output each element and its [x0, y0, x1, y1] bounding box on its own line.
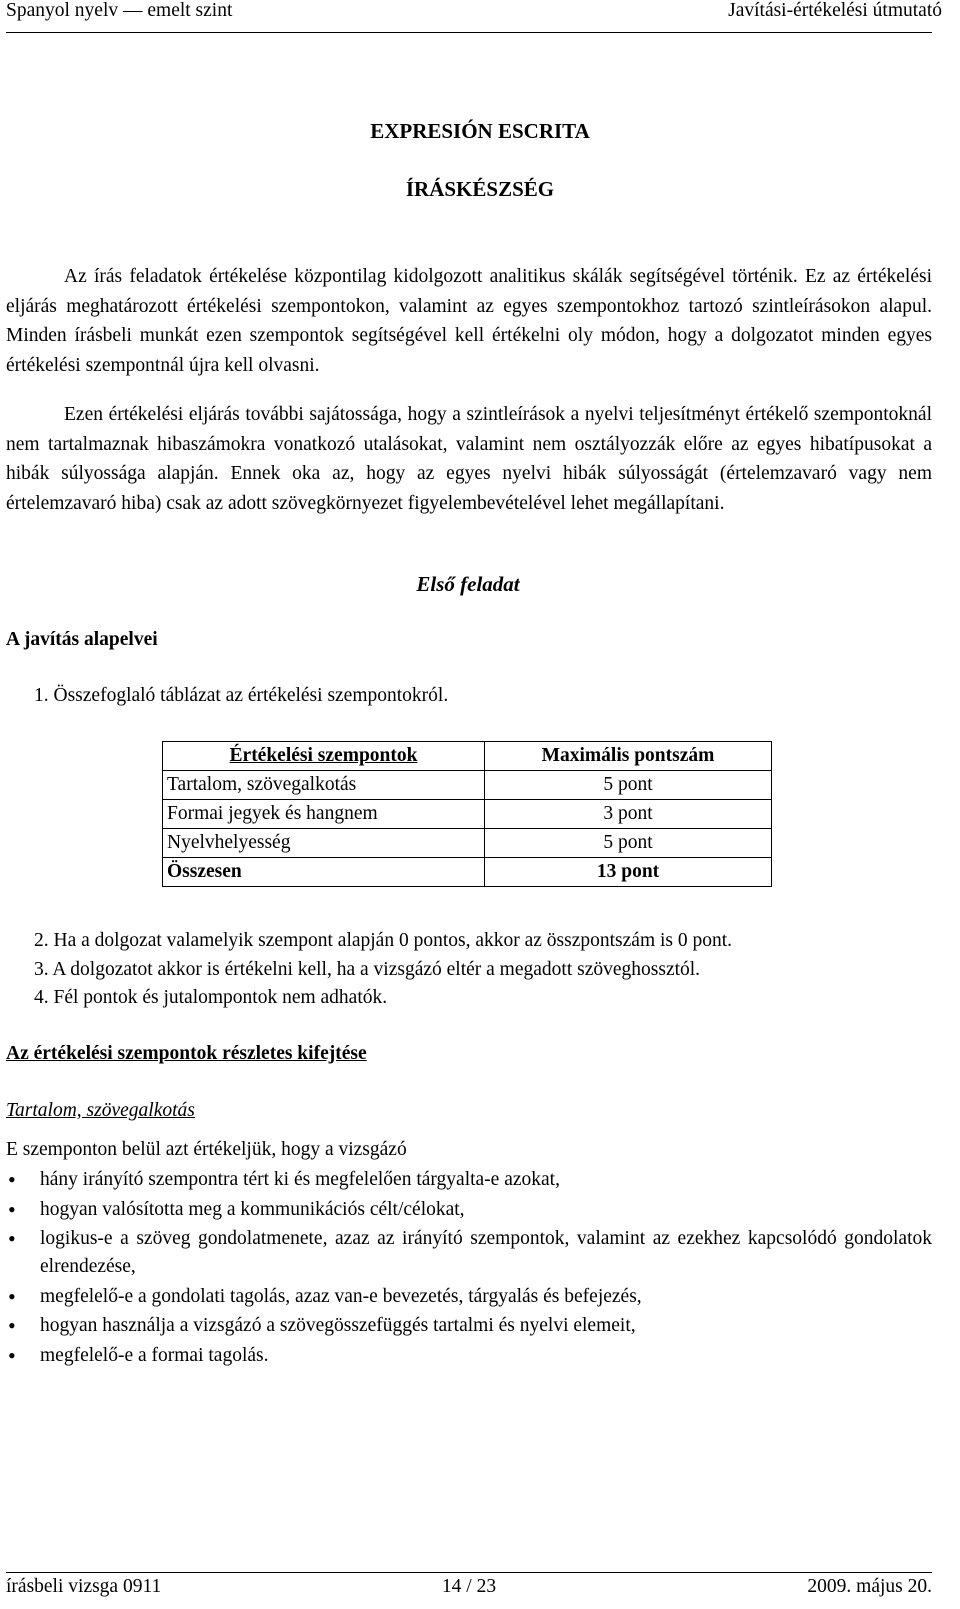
- list-item: • megfelelő-e a formai tagolás.: [6, 1342, 932, 1370]
- footer-exam-code: írásbeli vizsga 0911: [6, 1576, 162, 1597]
- table-header-criteria: Értékelési szempontok: [163, 742, 485, 771]
- intro-paragraph-1: Az írás feladatok értékelése központilag kidolgozott analitikus skálák segítségével történik. Ez az értékelési eljárás meghatározott értékelési szempontokon, valamint az egyes szempontokhoz tartozó szintleírásokon alapul. Minden írásbeli munkát ezen szempontok segítségével kell értékelni oly módon, hogy a dolgozatot minden egyes értékelési szempontnál újra kell olvasni.: [6, 266, 932, 376]
- header-doc-type: Javítási-értékelési útmutató: [728, 0, 942, 21]
- criteria-bullet-list: [6, 1166, 932, 1371]
- table-row: [163, 800, 772, 829]
- main-title: EXPRESIÓN ESCRITA: [370, 119, 590, 143]
- intro-paragraph-2: Ezen értékelési eljárás további sajátossága, hogy a szintleírások a nyelvi teljesítményt értékelő szempontoknál nem tartalmaznak hibaszámokra vonatkozó utalásokat, valamint nem osztályozzák előre az egyes hibatípusokat a hibák súlyossága alapján. Ennek oka az, hogy az egyes nyelvi hibák súlyosságát (értelemzavaró vagy nem értelemzavaró hiba) csak az adott szövegkörnyezet figyelembevételével lehet megállapítani.: [6, 404, 932, 514]
- table-header-row: [163, 742, 772, 771]
- table-cell-criteria: Tartalom, szövegalkotás: [163, 771, 485, 800]
- list-item: • hogyan valósította meg a kommunikációs célt/célokat,: [6, 1196, 932, 1224]
- footer-page-number: 14 / 23: [441, 1576, 497, 1597]
- footer-rule: [6, 1572, 932, 1573]
- table-cell-criteria: Formai jegyek és hangnem: [163, 800, 485, 829]
- page-footer: [6, 1576, 932, 1602]
- table-row: [163, 771, 772, 800]
- header-subject: Spanyol nyelv — emelt szint: [6, 0, 233, 21]
- table-total-label: Összesen: [163, 858, 485, 887]
- point-1: 1. Összefoglaló táblázat az értékelési szempontokról.: [34, 685, 449, 706]
- table-cell-max: 5 pont: [485, 771, 772, 800]
- list-item: • logikus-e a szöveg gondolatmenete, azaz az irányító szempontok, valamint az ezekhez kapcsolódó gondolatok elrendezése,: [6, 1225, 932, 1281]
- table-total-row: [163, 858, 772, 887]
- table-cell-criteria: Nyelvhelyesség: [163, 829, 485, 858]
- principles-heading: A javítás alapelvei: [6, 629, 158, 650]
- table-total-value: 13 pont: [485, 858, 772, 887]
- table-row: [163, 829, 772, 858]
- list-item: • megfelelő-e a gondolati tagolás, azaz van-e bevezetés, tárgyalás és befejezés,: [6, 1283, 932, 1311]
- content-heading: Tartalom, szövegalkotás: [6, 1100, 195, 1121]
- point-2: 2. Ha a dolgozat valamelyik szempont alapján 0 pontos, akkor az összpontszám is 0 pont.: [34, 930, 733, 951]
- details-heading: Az értékelési szempontok részletes kifejtése: [6, 1043, 367, 1064]
- point-3: 3. A dolgozatot akkor is értékelni kell, ha a vizsgázó eltér a megadott szöveghossztól.: [34, 959, 701, 980]
- task-heading: Első feladat: [416, 572, 520, 596]
- footer-date: 2009. május 20.: [807, 1576, 932, 1597]
- table-header-max: Maximális pontszám: [485, 742, 772, 771]
- page-header: [6, 0, 942, 28]
- list-item: • hogyan használja a vizsgázó a szövegösszefüggés tartalmi és nyelvi elemeit,: [6, 1312, 932, 1340]
- table-cell-max: 3 pont: [485, 800, 772, 829]
- list-item: • hány irányító szempontra tért ki és megfelelően tárgyalta-e azokat,: [6, 1166, 932, 1194]
- table-cell-max: 5 pont: [485, 829, 772, 858]
- sub-title: ÍRÁSKÉSZSÉG: [405, 177, 555, 201]
- content-intro: E szemponton belül azt értékeljük, hogy a vizsgázó: [6, 1139, 407, 1160]
- header-rule: [6, 32, 932, 33]
- score-table: [162, 741, 772, 887]
- point-4: 4. Fél pontok és jutalompontok nem adhatók.: [34, 987, 388, 1008]
